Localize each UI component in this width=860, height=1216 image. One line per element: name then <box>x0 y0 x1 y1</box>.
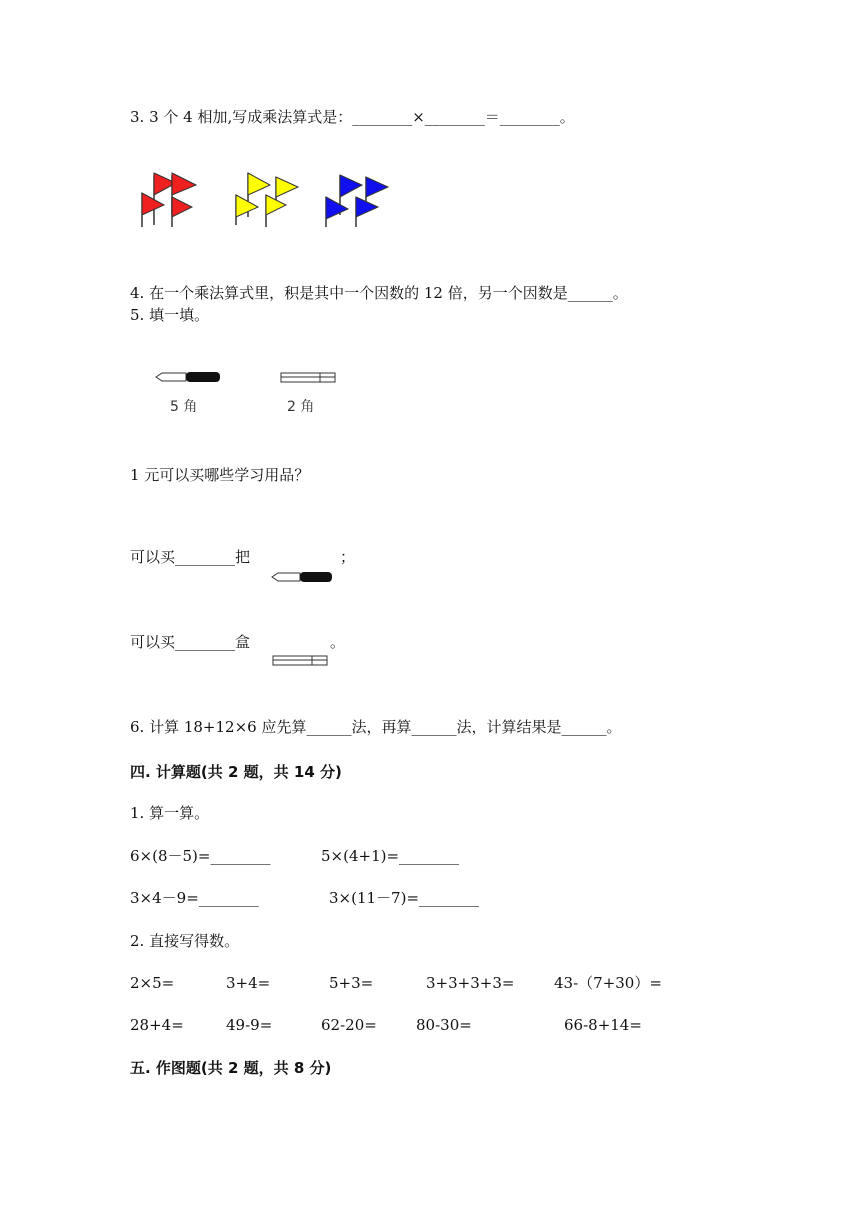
answer-erasers-prefix: 可以买________盒 <box>130 633 251 651</box>
calc-item: 3×(11－7)=________ <box>329 889 480 907</box>
eraser-box-icon <box>272 653 330 667</box>
oral-item: 5+3= <box>329 974 374 992</box>
oral-item: 28+4= <box>130 1016 184 1034</box>
oral-item: 80-30= <box>416 1016 472 1034</box>
oral-item: 3+3+3+3= <box>426 974 515 992</box>
red-flag-group <box>142 173 196 227</box>
oral-item: 49-9= <box>226 1016 273 1034</box>
question-4: 4. 在一个乘法算式里，积是其中一个因数的 12 倍，另一个因数是______。 <box>130 284 628 302</box>
question-5-title: 5. 填一填。 <box>130 306 210 324</box>
calc-q2-title: 2. 直接写得数。 <box>130 932 240 950</box>
section-5-heading: 五. 作图题(共 2 题，共 8 分) <box>130 1059 332 1077</box>
calc-q1-title: 1. 算一算。 <box>130 804 210 822</box>
oral-item: 2×5= <box>130 974 175 992</box>
pen-price-label: 5 角 <box>170 399 198 415</box>
pen-icon <box>156 370 222 384</box>
blue-flag-group <box>326 175 388 227</box>
eraser-box-icon <box>280 370 338 384</box>
yellow-flag-group <box>236 173 298 227</box>
answer-erasers-suffix: 。 <box>330 633 346 651</box>
oral-item: 66-8+14= <box>564 1016 642 1034</box>
flags-illustration <box>130 165 390 235</box>
section-4-heading: 四. 计算题(共 2 题，共 14 分) <box>130 763 342 781</box>
oral-item: 3+4= <box>226 974 271 992</box>
answer-pens-prefix: 可以买________把 <box>130 548 251 566</box>
oral-item: 62-20= <box>321 1016 377 1034</box>
calc-item: 6×(8－5)=________ <box>130 847 271 865</box>
calc-item: 3×4－9=________ <box>130 889 259 907</box>
question-5-prompt: 1 元可以买哪些学习用品？ <box>130 466 310 484</box>
calc-item: 5×(4+1)=________ <box>321 847 460 865</box>
oral-item: 43-（7+30）= <box>554 974 662 992</box>
answer-pens-suffix: ； <box>340 548 356 566</box>
question-6: 6. 计算 18+12×6 应先算______法，再算______法，计算结果是______。 <box>130 718 622 736</box>
question-3: 3. 3 个 4 相加,写成乘法算式是：________×________＝________。 <box>130 108 575 126</box>
eraser-price-label: 2 角 <box>287 399 315 415</box>
pen-icon <box>272 571 334 583</box>
